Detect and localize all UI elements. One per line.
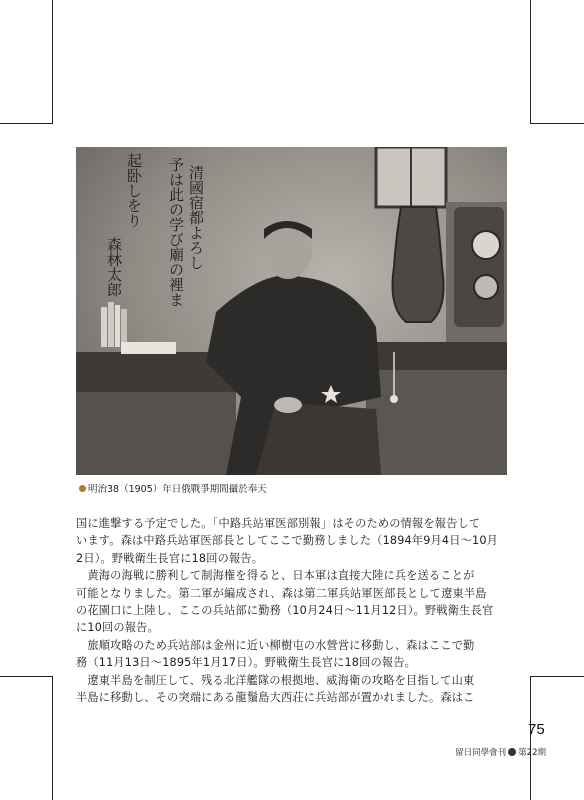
page-number: 75 [528,721,545,738]
crop-mark [530,676,531,800]
inscription-line: 起卧しをり [125,153,143,228]
separator-icon [508,748,516,756]
body-line: 遼東半島を制圧して、残る北洋艦隊の根拠地、威海衛の攻略を目指して山東 [76,673,475,687]
crop-mark [52,676,53,800]
inscription-line: 森林太郎 [105,237,123,297]
caption-text: 明治38（1905）年日俄戰爭期間攝於奉天 [88,484,267,495]
journal-footer [455,746,546,758]
body-line: 国に進撃する予定でした。「中路兵站軍医部別報」はそのための情報を報告して [76,517,481,530]
body-line: 可能となりました。第二軍が編成され、森は第二軍兵站軍医部長として遼東半島 [76,586,487,600]
body-line: 黄海の海戦に勝利して制海権を得ると、日本軍は直接大陸に兵を送ることが [76,569,475,583]
body-line: の花園口に上陸し、ここの兵站部に勤務（10月24日〜11月12日）。野戦衛生長官 [76,604,494,618]
crop-mark [530,676,584,677]
journal-name: 留日同學會刊 [455,748,507,758]
body-line: 半島に移動し、その突端にある龍鬚島大西荘に兵站部が置かれました。森はこ [76,691,475,705]
historical-photo [76,147,507,475]
crop-mark [52,0,53,124]
body-line: に10回の報告。 [76,621,159,635]
issue-number: 第22期 [518,748,546,758]
crop-mark [0,123,53,124]
photo-caption [79,481,267,495]
inscription-line: 予は此の学び廟の裡ま [167,157,185,307]
crop-mark [530,0,531,124]
bullet-icon [79,485,86,492]
body-line: 旅順攻略のため兵站部は金州に近い柳樹屯の水營営に移動し、森はここで勤 [76,638,475,652]
crop-mark [0,676,53,677]
body-line: 2日）。野戦衛生長官に18回の報告。 [76,551,264,565]
crop-mark [530,123,584,124]
article-body [76,515,516,706]
body-line: 務（11月13日〜1895年1月17日）。野戦衛生長官に18回の報告。 [76,656,417,670]
body-line: います。森は中路兵站軍医部長としてここで勤務しました（1894年9月4日〜10月 [76,534,499,548]
inscription-line: 清國宿都よろし [187,165,205,270]
